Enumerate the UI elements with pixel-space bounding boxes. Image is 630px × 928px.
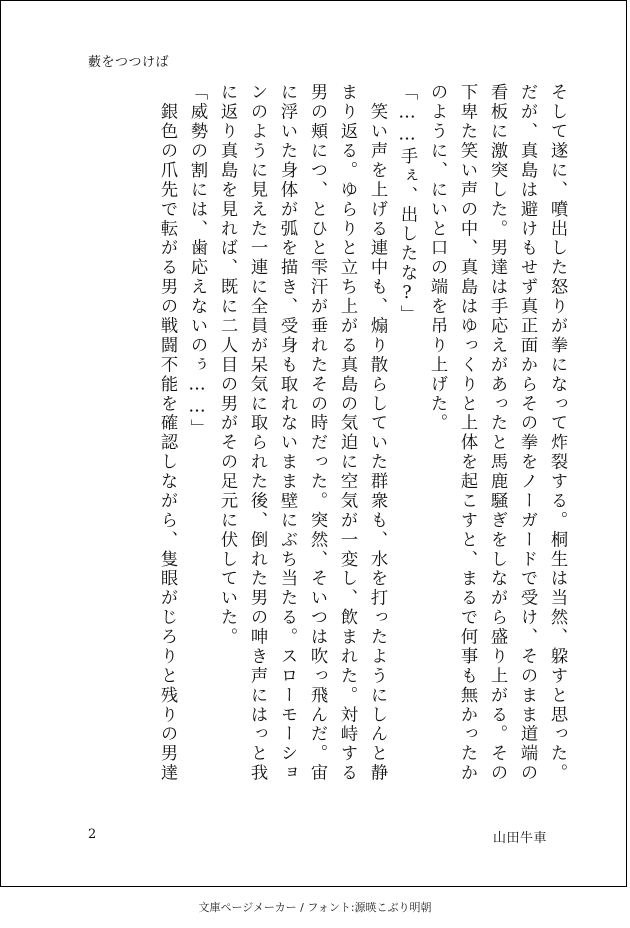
text-line: に返り真島を見れば、既に二人目の男がその足元に伏していた。 [217, 83, 237, 647]
page-number: 2 [88, 827, 97, 842]
generator-credit: 文庫ページメーカー / フォント:源暎こぶり明朝 [198, 901, 432, 914]
text-line: 男の頬につ、とひと雫汗が垂れたその時だった。突然、そいつは吹っ飛んだ。宙 [307, 83, 327, 783]
author-name: 山田牛車 [492, 831, 547, 846]
text-line: だが、真島は避けもせず真正面からその拳をノーガードで受け、そのまま道端の [517, 83, 537, 783]
text-line: に浮いた身体が弧を描き、受身も取れないまま壁にぶち当たる。スローモーショ [277, 83, 297, 783]
text-line: 笑い声を上げる連中も、煽り散らしていた群衆も、水を打ったようにしんと静 [367, 83, 387, 783]
vertical-body-text [154, 83, 570, 783]
text-line: まり返る。ゆらりと立ち上がる真島の気迫に空気が一変し、飲まれた。対峙する [337, 83, 357, 783]
text-line: ンのように見えた一連に全員が呆気に取られた後、倒れた男の呻き声にはっと我 [247, 83, 267, 783]
text-line: 「威勢の割には、歯応えないのぅ……」 [187, 83, 207, 439]
running-title: 藪をつつけば [88, 55, 170, 70]
text-line: 「……手ぇ、出したな?」 [397, 83, 417, 325]
text-line: 看板に激突した。男達は手応えがあったと馬鹿騒ぎをしながら盛り上がる。その [487, 83, 507, 783]
text-line: そして遂に、噴出した怒りが拳になって炸裂する。桐生は当然、躱すと思った。 [547, 83, 567, 783]
text-line: 下卑た笑い声の中、真島はゆっくりと上体を起こすと、まるで何事も無かったか [457, 83, 477, 783]
text-line: のように、にいと口の端を吊り上げた。 [427, 83, 447, 433]
text-line: 銀色の爪先で転がる男の戦闘不能を確認しながら、隻眼がじろりと残りの男達 [157, 83, 177, 783]
